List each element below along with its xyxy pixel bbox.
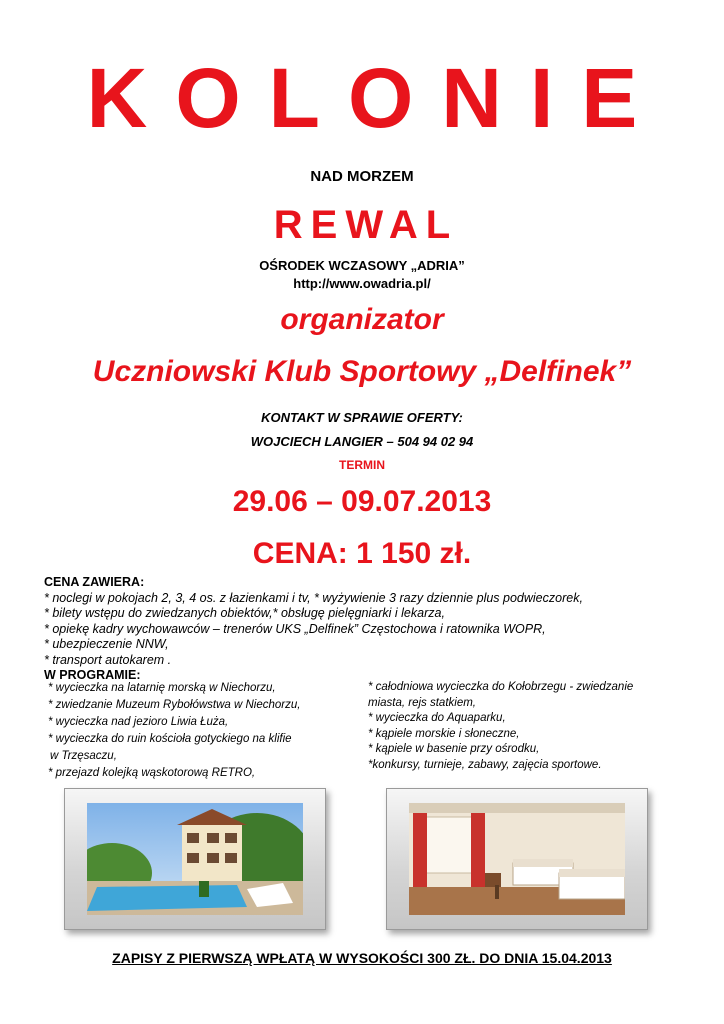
program-item: * wycieczka do Aquaparku,	[368, 712, 506, 724]
resort-pool-photo	[64, 788, 326, 930]
program-list-left	[40, 680, 340, 782]
poster-title: KOLONIE	[86, 51, 666, 145]
includes-item: * bilety wstępu do zwiedzanych obiektów,* obsługę pielęgniarki i lekarza,	[44, 606, 445, 620]
program-item: *konkursy, turnieje, zabawy, zajęcia sportowe.	[368, 758, 602, 771]
includes-header: CENA ZAWIERA:	[44, 575, 145, 589]
contact-label: KONTAKT W SPRAWIE OFERTY:	[261, 410, 463, 425]
program-item: * przejazd kolejką wąskotorową RETRO,	[48, 767, 256, 779]
price-includes-section	[44, 575, 684, 684]
program-item: w Trzęsaczu,	[50, 750, 117, 762]
organizer-label: organizator	[280, 303, 444, 336]
includes-item: * transport autokarem .	[44, 652, 172, 667]
place-name: REWAL	[273, 203, 459, 247]
term-label: TERMIN	[339, 458, 385, 472]
program-item: * kąpiele morskie i słoneczne,	[368, 727, 520, 740]
contact-person: WOJCIECH LANGIER – 504 94 02 94	[250, 434, 474, 449]
program-item: * wycieczka na latarnię morską w Niechorzu,	[48, 682, 276, 694]
program-header: W PROGRAMIE:	[44, 668, 141, 682]
program-list-right	[368, 680, 668, 773]
resort-url[interactable]: http://www.owadria.pl/	[293, 276, 431, 291]
price: CENA: 1 150 zł.	[252, 537, 472, 570]
resort-name: OŚRODEK WCZASOWY „ADRIA”	[259, 258, 465, 273]
program-item: miasta, rejs statkiem,	[368, 696, 476, 709]
term-dates: 29.06 – 09.07.2013	[232, 485, 492, 518]
program-item: * wycieczka nad jezioro Liwia Łuża,	[48, 716, 229, 728]
program-item: * wycieczka do ruin kościoła gotyckiego na klifie	[48, 733, 292, 745]
includes-item: * noclegi w pokojach 2, 3, 4 os. z łazienkami i tv, * wyżywienie 3 razy dziennie plus podwieczorek,	[44, 590, 583, 605]
program-item: * kąpiele w basenie przy ośrodku,	[368, 743, 540, 755]
program-item: * zwiedzanie Muzeum Rybołówstwa w Niechorzu,	[48, 699, 301, 711]
registration-deadline: ZAPISY Z PIERWSZĄ WPŁATĄ W WYSOKOŚCI 300 ZŁ. DO DNIA 15.04.2013	[112, 950, 612, 966]
resort-room-photo	[386, 788, 648, 930]
includes-item: * ubezpieczenie NNW,	[44, 637, 169, 651]
organizer-name: Uczniowski Klub Sportowy „Delfinek”	[92, 355, 632, 388]
subtitle: NAD MORZEM	[310, 168, 414, 185]
resort-pool-image	[87, 803, 303, 915]
includes-item: * opiekę kadry wychowawców – trenerów UKS „Delfinek” Częstochowa i ratownika WOPR,	[44, 621, 546, 636]
program-item: * całodniowa wycieczka do Kołobrzegu - zwiedzanie	[368, 681, 634, 693]
resort-room-image	[409, 803, 625, 915]
